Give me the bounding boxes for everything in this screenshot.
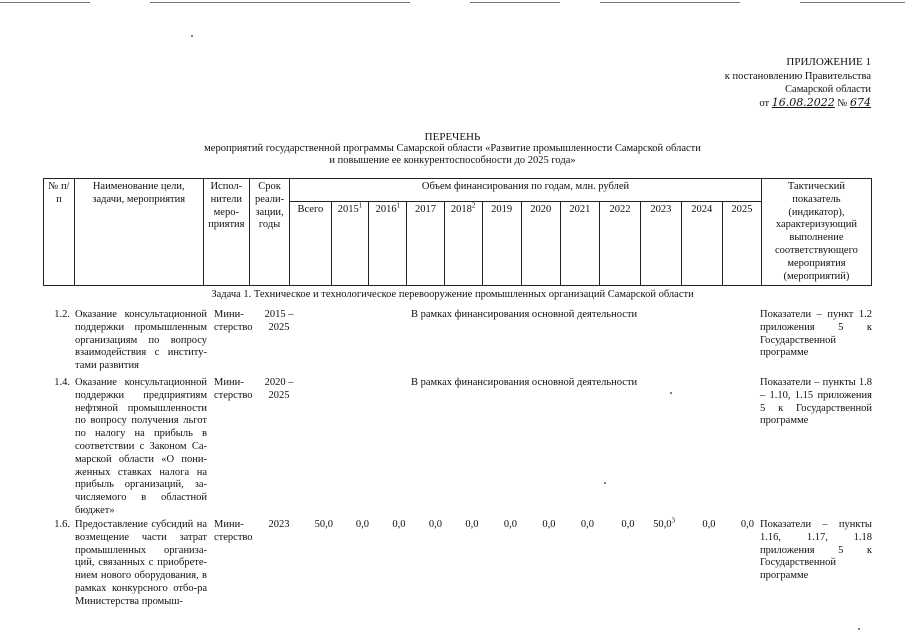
- row-term: 2020 – 2025: [264, 377, 294, 401]
- row-executor: Мини-стерство: [214, 309, 253, 333]
- col-year-header: 2025: [722, 202, 761, 286]
- col-total-header: Всего: [290, 202, 332, 286]
- row-indicator: Показатели – пункты 1.16, 1.17, 1.18 приложения 5 к Государственной программе: [760, 519, 872, 582]
- header-table: [43, 178, 872, 286]
- scan-speck: [191, 35, 193, 37]
- col-year-header: 2018$^2$: [444, 202, 482, 286]
- row-year-value: 0,0: [542, 519, 556, 530]
- col-year-header: 2016$^1$: [369, 202, 407, 286]
- appendix-date-line: от 16.08.2022 № 674: [759, 96, 871, 109]
- row-year-value: 0,0: [621, 519, 635, 530]
- col-year-header: 2019: [482, 202, 521, 286]
- row-year-value: 0,0: [355, 519, 369, 530]
- row-funding-note: В рамках финансирования основной деятельности: [411, 377, 638, 388]
- document-subtitle-2: и повышение ее конкурентоспособности до 2025 года»: [329, 155, 576, 166]
- document-title: ПЕРЕЧЕНЬ: [424, 131, 481, 143]
- row-term: 2023: [268, 519, 290, 530]
- row-number: 1.2.: [54, 309, 70, 320]
- col-year-header: 2017: [407, 202, 444, 286]
- row-indicator: Показатели – пункт 1.2 приложения 5 к Государственной программе: [760, 309, 872, 359]
- col-year-header: 2021: [560, 202, 599, 286]
- col-funding-header: Объем финансирования по годам, млн. рублей: [290, 179, 762, 202]
- col-year-header: 2015$^1$: [331, 202, 369, 286]
- row-executor: Мини-стерство: [214, 519, 253, 543]
- row-number: 1.6.: [54, 519, 70, 530]
- appendix-line2: Самарской области: [785, 83, 871, 95]
- row-term: 2015 – 2025: [264, 309, 294, 333]
- row-executor: Мини-стерство: [214, 377, 253, 401]
- task-heading: Задача 1. Техническое и технологическое перевооружение промышленных организаций Самарской области: [211, 289, 694, 300]
- document-subtitle-1: мероприятий государственной программы Самарской области «Развитие промышленности Самарской области: [204, 143, 701, 154]
- row-name: Оказание консультационной поддержки промышленным организациям по вопросу взаимодействия с институ-тами развития: [75, 309, 207, 372]
- appendix-date: 16.08.2022: [771, 96, 835, 109]
- col-term-header: Срок реали-зации, годы: [249, 179, 289, 286]
- col-year-header: 2024: [681, 202, 722, 286]
- appendix-number: 674: [850, 96, 871, 109]
- appendix-title: ПРИЛОЖЕНИЕ 1: [786, 56, 871, 68]
- scan-top-edge: [0, 2, 905, 3]
- col-year-header: 2022: [599, 202, 640, 286]
- scan-speck: [670, 392, 672, 394]
- row-name: Предоставление субсидий на возмещение части затрат промышленных организа-ций, связанных с приобрете-нием нового оборудования, в рамках конкурсного отбо-ра Министерства промыш-: [75, 519, 207, 607]
- row-year-value: 0,0: [428, 519, 442, 530]
- appendix-block: [725, 56, 871, 110]
- appendix-line1: к постановлению Правительства: [724, 70, 871, 82]
- col-year-header: 2020: [521, 202, 560, 286]
- row-name: Оказание консультационной поддержки предприятиям нефтяной промышленности по вопросу получения льгот по налогу на прибыль в соответствии с Законом Са-марской области «О пони-женных ставках налога на прибыль организаций, за-числяемого в областной бюджет»: [75, 377, 207, 516]
- row-year-value: 0,0: [465, 519, 479, 530]
- col-name-header: Наименование цели, задачи, мероприятия: [74, 179, 203, 286]
- col-exec-header: Испол-нители меро-приятия: [203, 179, 249, 286]
- row-year-value: 50,0$^3$: [653, 516, 675, 530]
- row-year-value: 0,0: [503, 519, 517, 530]
- col-year-header: 2023: [640, 202, 681, 286]
- col-indicator-header: Тактический показатель (индикатор), характеризующий выполнение соответствующего мероприятия (мероприятий): [761, 179, 871, 286]
- row-funding-note: В рамках финансирования основной деятельности: [411, 309, 638, 320]
- row-total: 50,0: [314, 519, 333, 530]
- scan-speck: [604, 482, 606, 484]
- row-number: 1.4.: [54, 377, 70, 388]
- row-year-value: 0,0: [580, 519, 594, 530]
- row-year-value: 0,0: [740, 519, 754, 530]
- scan-speck: [858, 628, 860, 630]
- row-year-value: 0,0: [702, 519, 716, 530]
- row-indicator: Показатели – пункты 1.8 – 1.10, 1.15 приложения 5 к Государственной программе: [760, 377, 872, 427]
- col-num-header: № п/п: [44, 179, 75, 286]
- row-year-value: 0,0: [392, 519, 406, 530]
